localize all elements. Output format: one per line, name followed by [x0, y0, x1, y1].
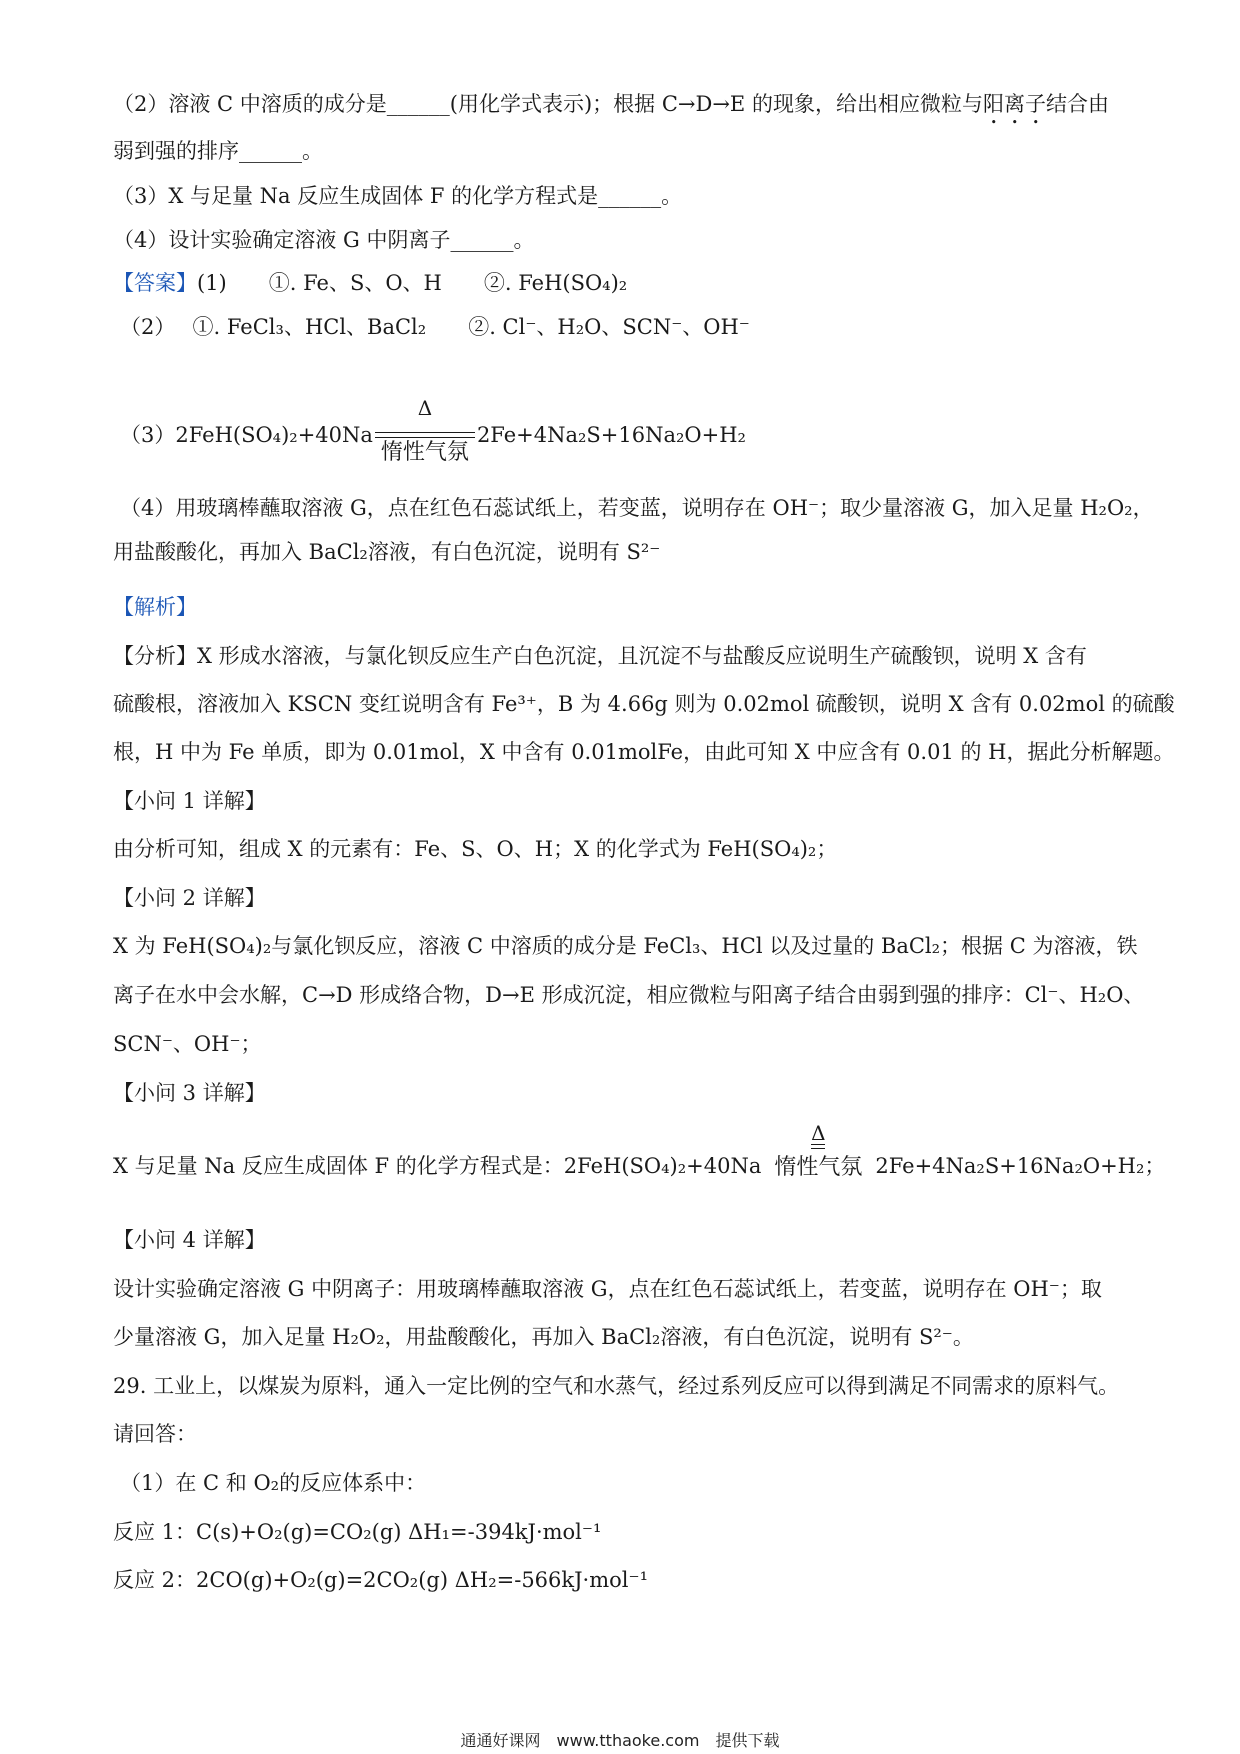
sub-question-4-title: 【小问 4 详解】	[113, 1228, 266, 1252]
heat-symbol: Δ	[417, 395, 433, 420]
answer-1: 【答案】(1) ①. Fe、S、O、H ②. FeH(SO₄)₂	[113, 271, 628, 295]
question-3: （3）X 与足量 Na 反应生成固体 F 的化学方程式是______。	[113, 184, 683, 208]
sub-question-3-equation: X 与足量 Na 反应生成固体 F 的化学方程式是：2FeH(SO₄)₂+40Na Δ 惰性气氛 2Fe+4Na₂S+16Na₂O+H₂；	[113, 1120, 1166, 1180]
sub-question-3-title: 【小问 3 详解】	[113, 1081, 266, 1105]
answer-4-line-1: （4）用玻璃棒蘸取溶液 G，点在红色石蕊试纸上，若变蓝，说明存在 OH⁻；取少量溶液 G，加入足量 H₂O₂，	[120, 496, 1154, 520]
question-29-part-1: （1）在 C 和 O₂的反应体系中：	[120, 1471, 427, 1495]
reaction-condition	[763, 1120, 873, 1180]
reaction-condition	[375, 395, 475, 465]
sub-question-2-line-1: X 为 FeH(SO₄)₂与氯化钡反应，溶液 C 中溶质的成分是 FeCl₃、HCl 以及过量的 BaCl₂；根据 C 为溶液，铁	[113, 934, 1138, 958]
sub-question-1-title: 【小问 1 详解】	[113, 789, 266, 813]
heat-symbol: Δ	[811, 1120, 826, 1145]
answer-3-equation: （3）2FeH(SO₄)₂+40Na Δ 惰性气氛 2Fe+4Na₂S+16Na₂O+H₂	[120, 395, 746, 465]
answer-label: 【答案】	[113, 271, 197, 295]
equals-bar	[375, 432, 475, 438]
analysis-label: 【解析】	[113, 595, 197, 619]
sub-question-2-line-3: SCN⁻、OH⁻；	[113, 1032, 262, 1056]
sub-question-4-line-1: 设计实验确定溶液 G 中阴离子：用玻璃棒蘸取溶液 G，点在红色石蕊试纸上，若变蓝，说明存在 OH⁻；取	[113, 1277, 1102, 1301]
analysis-line-3: 根，H 中为 Fe 单质，即为 0.01mol，X 中含有 0.01molFe，由此可知 X 中应含有 0.01 的 H，据此分析解题。	[113, 740, 1175, 764]
answer-4-line-2: 用盐酸酸化，再加入 BaCl₂溶液，有白色沉淀，说明有 S²⁻	[113, 540, 661, 564]
question-2-line-2: 弱到强的排序______。	[113, 139, 323, 163]
sub-question-2-title: 【小问 2 详解】	[113, 886, 266, 910]
sub-question-4-line-2: 少量溶液 G，加入足量 H₂O₂，用盐酸酸化，再加入 BaCl₂溶液，有白色沉淀，说明有 S²⁻。	[113, 1325, 974, 1349]
analysis-line-1: 【分析】X 形成水溶液，与氯化钡反应生产白色沉淀，且沉淀不与盐酸反应说明生产硫酸钡，说明 X 含有	[113, 644, 1087, 668]
equals-bar-top	[811, 1144, 825, 1145]
reaction-1: 反应 1：C(s)+O₂(g)=CO₂(g) ΔH₁=-394kJ·mol⁻¹	[113, 1520, 602, 1544]
reaction-2: 反应 2：2CO(g)+O₂(g)=2CO₂(g) ΔH₂=-566kJ·mol⁻¹	[113, 1568, 648, 1592]
question-29-line-2: 请回答：	[113, 1422, 197, 1446]
sub-question-2-line-2: 离子在水中会水解，C→D 形成络合物，D→E 形成沉淀，相应微粒与阳离子结合由弱到强的排序：Cl⁻、H₂O、	[113, 983, 1145, 1007]
answer-2: （2） ①. FeCl₃、HCl、BaCl₂ ②. Cl⁻、H₂O、SCN⁻、OH⁻	[120, 315, 750, 339]
equals-bar-bottom	[811, 1148, 825, 1149]
question-2-line-1: （2）溶液 C 中溶质的成分是______(用化学式表示)；根据 C→D→E 的现象，给出相应微粒与阳离子结合由	[113, 92, 1109, 116]
condition-text: 惰性气氛	[774, 1154, 863, 1180]
condition-text: 惰性气氛	[380, 439, 469, 465]
question-4: （4）设计实验确定溶液 G 中阴离子______。	[113, 228, 535, 252]
question-29-line-1: 29. 工业上，以煤炭为原料，通入一定比例的空气和水蒸气，经过系列反应可以得到满足不同需求的原料气。	[113, 1374, 1120, 1398]
page-footer: 通通好课网 www.tthaoke.com 提供下载	[460, 1731, 780, 1750]
sub-question-1-text: 由分析可知，组成 X 的元素有：Fe、S、O、H；X 的化学式为 FeH(SO₄)₂；	[113, 837, 838, 861]
emphasized-text: 阳离子	[982, 92, 1046, 116]
analysis-line-2: 硫酸根，溶液加入 KSCN 变红说明含有 Fe³⁺，B 为 4.66g 则为 0.02mol 硫酸钡，说明 X 含有 0.02mol 的硫酸	[113, 692, 1175, 716]
